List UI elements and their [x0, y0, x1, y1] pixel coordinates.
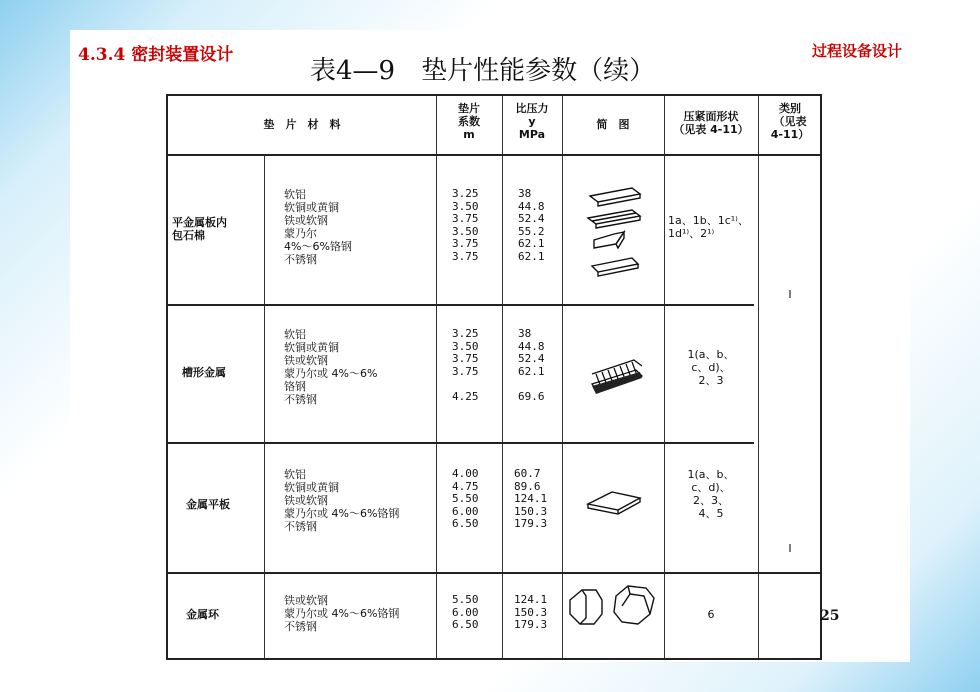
row-materials: 软铝 软铜或黄铜 铁或软钢 蒙乃尔或 4%～6% 铬钢 不锈钢 [284, 328, 378, 406]
row-y-values: 38 44.8 52.4 55.2 62.1 62.1 [518, 187, 545, 263]
header-category: 类别 （见表 4-11） [770, 102, 810, 141]
row-divider [168, 154, 820, 156]
row-face-shape: 1(a、b、 c、d)、 2、3、 4、5 [687, 468, 735, 520]
col-divider [436, 96, 437, 658]
row-y-values: 60.7 89.6 124.1 150.3 179.3 [514, 467, 548, 530]
row-materials: 软铝 软铜或黄铜 铁或软钢 蒙乃尔 4%～6%铬钢 不锈钢 [284, 188, 352, 266]
row-m-values: 3.25 3.50 3.75 3.50 3.75 3.75 [452, 187, 479, 263]
course-title: 过程设备设计 [811, 42, 902, 60]
row-m-values: 5.50 6.00 6.50 [452, 593, 479, 631]
row-divider [168, 442, 754, 444]
header-m: 垫片 系数 m [458, 102, 480, 141]
row-m-values: 3.25 3.50 3.75 3.75 4.25 [452, 327, 479, 403]
page-number: 25 [820, 608, 840, 624]
col-divider [758, 96, 759, 658]
row-y-values: 124.1 150.3 179.3 [514, 593, 548, 631]
jacketed-flat-gasket-icon [562, 174, 664, 294]
row-m-values: 4.00 4.75 5.50 6.00 6.50 [452, 467, 479, 530]
flat-metal-gasket-icon [562, 452, 664, 562]
row-face-shape: 6 [707, 608, 715, 621]
row-name: 金属环 [186, 608, 219, 621]
header-material: 垫 片 材 料 [263, 118, 341, 131]
row-y-values: 38 44.8 52.4 62.1 69.6 [518, 327, 545, 403]
header-diagram: 简 图 [596, 118, 630, 131]
gasket-parameter-table [166, 94, 822, 660]
row-face-shape: 1(a、b、 c、d)、 2、3 [687, 348, 735, 387]
row-name: 平金属板内 包石棉 [172, 216, 227, 242]
row-face-shape: 1a、1b、1c¹⁾、 1d¹⁾、2¹⁾ [668, 214, 749, 240]
row-materials: 铁或软钢 蒙乃尔或 4%～6%铬钢 不锈钢 [284, 594, 400, 633]
header-y: 比压力 y MPa [515, 102, 549, 141]
row-name: 槽形金属 [182, 366, 226, 379]
table-title: 表4—9 垫片性能参数（续） [310, 56, 656, 86]
section-heading: 4.3.4 密封装置设计 [78, 45, 234, 65]
row-divider [168, 304, 754, 306]
row-materials: 软铝 软铜或黄铜 铁或软钢 蒙乃尔或 4%～6%铬钢 不锈钢 [284, 468, 400, 533]
metal-ring-gasket-icon [562, 578, 664, 658]
row-divider [168, 572, 820, 574]
col-divider [502, 96, 503, 658]
category-lower: I [788, 542, 792, 555]
col-divider [264, 156, 265, 658]
row-name: 金属平板 [186, 498, 230, 511]
category-upper: I [788, 288, 792, 301]
grooved-metal-gasket-icon [562, 314, 664, 434]
header-face-shape: 压紧面形状 （见表 4-11） [673, 110, 749, 136]
